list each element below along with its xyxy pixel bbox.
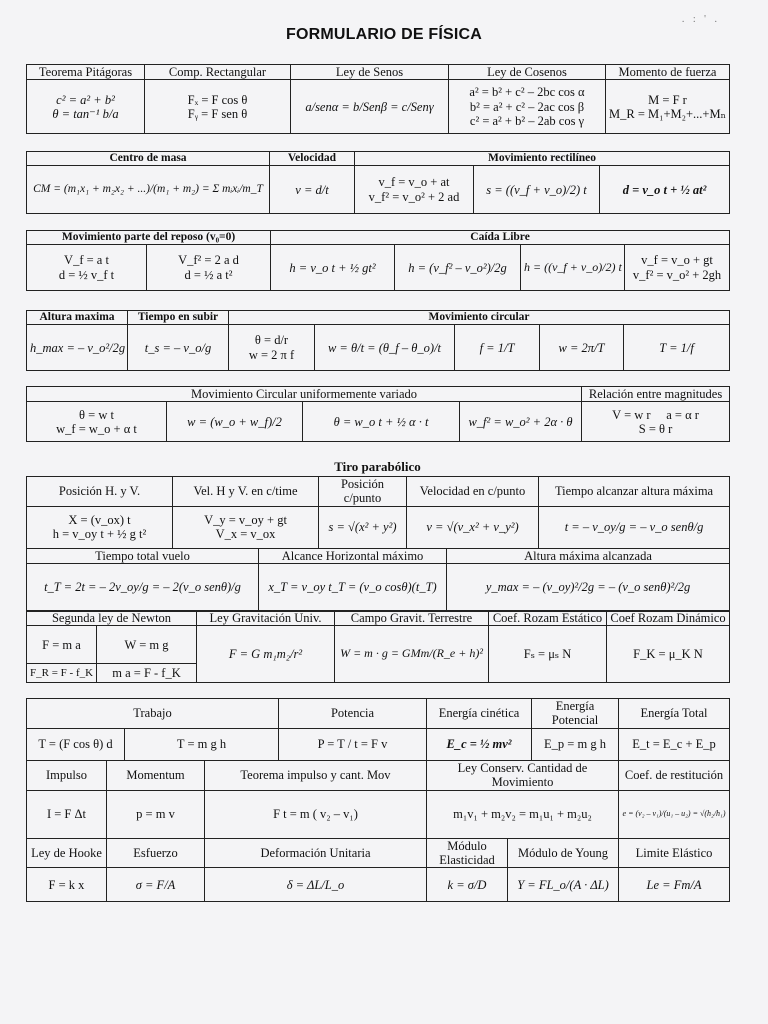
header-mod-young: Módulo de Young xyxy=(508,838,619,868)
formula-cosenos-c: c² = a² + b² – 2ab cos γ xyxy=(469,114,585,129)
formula-energia-total: E_t = E_c + E_p xyxy=(619,728,730,760)
formula-energia-potencial: E_p = m g h xyxy=(532,728,619,760)
formula-limite-elastico: Le = Fm/A xyxy=(619,868,730,902)
formula-rect-vf2: v_f² = v_o² + 2 ad xyxy=(368,189,460,204)
formula-deformacion: δ = ΔL/L_o xyxy=(205,868,427,902)
header-hooke: Ley de Hooke xyxy=(27,838,107,868)
formula-reposo-vf2: V_f² = 2 a d xyxy=(178,253,239,268)
cell-cosenos xyxy=(449,80,606,134)
header-ley-senos: Ley de Senos xyxy=(291,65,449,80)
header-momento: Momento de fuerza xyxy=(606,65,730,80)
cell-caida-4 xyxy=(625,245,730,291)
block-trigonometry xyxy=(26,64,730,134)
formula-newton-w: W = m g xyxy=(97,626,197,664)
formula-hooke: F = k x xyxy=(27,868,107,902)
formula-altura-max-alc: y_max = – (v_oy)²/2g = – (v_o senθ)²/2g xyxy=(447,564,730,612)
header-alcance: Alcance Horizontal máximo xyxy=(259,548,447,563)
header-rozam-estatico: Coef. Rozam Estático xyxy=(489,611,607,626)
formula-mcuv-wf2: w_f² = w_o² + 2α · θ xyxy=(460,402,582,442)
formula-rect-d: d = v_o t + ½ at² xyxy=(600,166,730,214)
sheet-mark: . : ' . xyxy=(681,14,720,25)
formula-rect-vf: v_f = v_o + at xyxy=(378,175,450,190)
header-reposo: Movimiento parte del reposo (v₀=0) xyxy=(27,231,271,245)
block-energy xyxy=(26,698,730,902)
formula-cosenos-a: a² = b² + c² – 2bc cos α xyxy=(469,85,585,100)
block-free-fall xyxy=(26,230,730,291)
formula-momento-1: M = F r xyxy=(648,92,687,107)
header-t-altura-max: Tiempo alcanzar altura máxima xyxy=(539,477,730,507)
formula-mod-young: Y = FL_o/(A · ΔL) xyxy=(508,868,619,902)
header-limite-elastico: Limite Elástico xyxy=(619,838,730,868)
header-energia-cinetica: Energía cinética xyxy=(427,699,532,729)
header-trabajo: Trabajo xyxy=(27,699,279,729)
formula-potencia: P = T / t = F v xyxy=(279,728,427,760)
formula-pitagoras-1: c² = a² + b² xyxy=(56,92,115,107)
cell-reposo-1 xyxy=(27,245,147,291)
header-t-total: Tiempo total vuelo xyxy=(27,548,259,563)
formula-pitagoras-2: θ = tan⁻¹ b/a xyxy=(52,106,119,121)
header-ley-conserv: Ley Conserv. Cantidad de Movimiento xyxy=(427,760,619,790)
formula-energia-cinetica: E_c = ½ mv² xyxy=(427,728,532,760)
formula-relacion-v: V = w r xyxy=(612,407,651,422)
cell-relacion xyxy=(582,402,730,442)
formula-mcuv-w: w = (w_o + w_f)/2 xyxy=(167,402,303,442)
formula-reposo-d: d = ½ v_f t xyxy=(58,267,115,282)
formula-esfuerzo: σ = F/A xyxy=(107,868,205,902)
formula-caida-h2: h = (v_f² – v_o²)/2g xyxy=(395,245,521,291)
formula-vel-punto: v = √(v_x² + v_y²) xyxy=(407,506,539,548)
formula-trabajo-2: T = m g h xyxy=(125,728,279,760)
formula-tiempo-subir: t_s = – v_o/g xyxy=(128,325,229,371)
block-mcuv xyxy=(26,386,730,442)
cell-rectangular xyxy=(145,80,291,134)
header-velocidad: Velocidad xyxy=(270,152,355,166)
formula-gravitacion: F = G m₁m₂/r² xyxy=(197,626,335,683)
formula-vel-y: V_y = v_oy + gt xyxy=(204,512,287,527)
formula-circ-w-T: w = 2π/T xyxy=(540,325,624,371)
header-pos-punto: Posición c/punto xyxy=(319,477,407,507)
header-posicion-hv: Posición H. y V. xyxy=(27,477,173,507)
formula-rozam-dinamico: F_K = μ_K N xyxy=(607,626,730,683)
header-caida-libre: Caída Libre xyxy=(271,231,730,245)
cell-pitagoras xyxy=(27,80,145,134)
formula-impulso: I = F Δt xyxy=(27,790,107,838)
header-coef-restitucion: Coef. de restitución xyxy=(619,760,730,790)
formula-t-total: t_T = 2t = – 2v_oy/g = – 2(v_o senθ)/g xyxy=(27,564,259,612)
formula-circ-f: f = 1/T xyxy=(455,325,540,371)
formula-reposo-d2: d = ½ a t² xyxy=(184,267,233,282)
header-vel-hv: Vel. H y V. en c/time xyxy=(173,477,319,507)
formula-circ-T: T = 1/f xyxy=(624,325,730,371)
formula-rect-s: s = ((v_f + v_o)/2) t xyxy=(474,166,600,214)
header-vel-punto: Velocidad en c/punto xyxy=(407,477,539,507)
header-mov-circular: Movimiento circular xyxy=(229,311,730,325)
cell-reposo-2 xyxy=(147,245,271,291)
formula-pos-punto: s = √(x² + y²) xyxy=(319,506,407,548)
formula-cosenos-b: b² = a² + c² – 2ac cos β xyxy=(469,99,585,114)
header-potencia: Potencia xyxy=(279,699,427,729)
formula-alcance: x_T = v_oy t_T = (v_o cosθ)(t_T) xyxy=(259,564,447,612)
header-energia-potencial: Energía Potencial xyxy=(532,699,619,729)
header-campo-grav: Campo Gravit. Terrestre xyxy=(335,611,489,626)
header-gravitacion: Ley Gravitación Univ. xyxy=(197,611,335,626)
formula-mcuv-theta2: θ = w_o t + ½ α · t xyxy=(303,402,460,442)
formula-rect-x: Fₓ = F cos θ xyxy=(187,92,248,107)
cell-momento xyxy=(606,80,730,134)
header-impulso: Impulso xyxy=(27,760,107,790)
formula-vel-x: V_x = v_ox xyxy=(215,527,276,542)
formula-relacion-a: a = α r xyxy=(666,407,699,422)
header-pitagoras: Teorema Pitágoras xyxy=(27,65,145,80)
formula-caida-h3: h = ((v_f + v_o)/2) t xyxy=(521,245,625,291)
formula-momentum: p = m v xyxy=(107,790,205,838)
formula-campo-grav: W = m · g = GMm/(R_e + h)² xyxy=(335,626,489,683)
formula-caida-h1: h = v_o t + ½ gt² xyxy=(271,245,395,291)
header-teorema-impulso: Teorema impulso y cant. Mov xyxy=(205,760,427,790)
header-mcuv: Movimiento Circular uniformemente variado xyxy=(27,387,582,402)
formula-rozam-estatico: Fₛ = μₛ N xyxy=(489,626,607,683)
relacion-row-1 xyxy=(585,408,726,422)
header-newton: Segunda ley de Newton xyxy=(27,611,197,626)
formula-reposo-vf: V_f = a t xyxy=(64,253,109,268)
formula-centro-masa: CM = (m₁x₁ + m₂x₂ + ...)/(m₁ + m₂) = Σ mᵢxᵢ/m_T xyxy=(27,166,270,214)
header-rozam-dinamico: Coef Rozam Dinámico xyxy=(607,611,730,626)
header-mov-rectilineo: Movimiento rectilíneo xyxy=(355,152,730,166)
formula-pos-h: h = v_oy t + ½ g t² xyxy=(52,527,147,542)
block-circular xyxy=(26,310,730,371)
formula-trabajo-1: T = (F cos θ) d xyxy=(27,728,125,760)
cell-rect-1 xyxy=(355,166,474,214)
block-kinematics xyxy=(26,151,730,214)
formula-t-altura: t = – v_oy/g = – v_o senθ/g xyxy=(539,506,730,548)
formula-velocidad: v = d/t xyxy=(270,166,355,214)
formula-newton-f: F = m a xyxy=(27,626,97,664)
block-dynamics xyxy=(26,610,730,683)
header-tiempo-subir: Tiempo en subir xyxy=(128,311,229,325)
block-tiro-parabolico xyxy=(26,476,730,612)
header-mod-elasticidad: Módulo Elasticidad xyxy=(427,838,508,868)
cell-mcuv-1 xyxy=(27,402,167,442)
header-ley-cosenos: Ley de Cosenos xyxy=(449,65,606,80)
cell-circ-1 xyxy=(229,325,315,371)
header-energia-total: Energía Total xyxy=(619,699,730,729)
page-title: FORMULARIO DE FÍSICA xyxy=(286,26,482,43)
formula-caida-vf2: v_f² = v_o² + 2gh xyxy=(632,267,722,282)
section-tiro-parabolico: Tiro parabólico xyxy=(334,459,421,474)
formula-newton-fr: F_R = F - f_K xyxy=(27,664,97,683)
formula-teorema-impulso: F t = m ( v₂ – v₁) xyxy=(205,790,427,838)
formula-newton-ma: m a = F - f_K xyxy=(97,664,197,683)
formula-mod-elasticidad: k = σ/D xyxy=(427,868,508,902)
cell-posicion xyxy=(27,506,173,548)
formula-pos-x: X = (v_ox) t xyxy=(68,512,131,527)
formula-mcuv-theta: θ = w t xyxy=(79,407,114,422)
formula-relacion-s: S = θ r xyxy=(638,421,673,436)
header-comp-rectangular: Comp. Rectangular xyxy=(145,65,291,80)
formula-ley-senos: a/senα = b/Senβ = c/Senγ xyxy=(291,80,449,134)
header-momentum: Momentum xyxy=(107,760,205,790)
formula-momento-2: M_R = M₁+M₂+...+Mₙ xyxy=(609,106,726,121)
formula-mcuv-wf: w_f = w_o + α t xyxy=(56,421,137,436)
header-altura-max-alc: Altura máxima alcanzada xyxy=(447,548,730,563)
formula-circ-w: w = 2 π f xyxy=(248,347,295,362)
formula-ley-conserv: m₁v₁ + m₂v₂ = m₁u₁ + m₂u₂ xyxy=(427,790,619,838)
cell-vel xyxy=(173,506,319,548)
formula-rect-y: Fᵧ = F sen θ xyxy=(187,106,248,121)
header-deformacion: Deformación Unitaria xyxy=(205,838,427,868)
header-centro-masa: Centro de masa xyxy=(27,152,270,166)
formula-caida-vf: v_f = v_o + gt xyxy=(641,253,713,268)
header-relacion: Relación entre magnitudes xyxy=(582,387,730,402)
formula-altura-max: h_max = – v_o²/2g xyxy=(27,325,128,371)
formula-circ-w-theta: w = θ/t = (θ_f – θ_o)/t xyxy=(315,325,455,371)
formula-coef-restitucion: e = (v₂ – v₁)/(u₁ – u₂) = √(h₂/h₁) xyxy=(619,790,730,838)
header-altura-maxima: Altura maxima xyxy=(27,311,128,325)
formula-circ-theta: θ = d/r xyxy=(254,333,289,348)
header-esfuerzo: Esfuerzo xyxy=(107,838,205,868)
